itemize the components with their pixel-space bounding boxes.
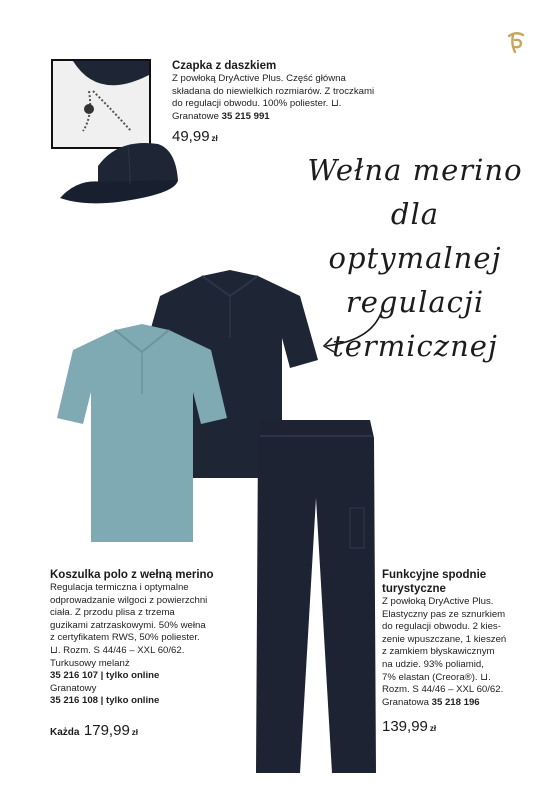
pants-color: Granatowa [382,696,429,708]
pants-price: 139,99 zł [382,718,437,735]
tchibo-logo-icon [506,30,526,54]
pants-image [250,418,380,778]
wash-icon: ⊔ [50,644,58,656]
arrow-icon [318,300,388,356]
cap-price: 49,99 zł [172,128,218,145]
polo-price: Każda 179,99 zł [50,722,139,739]
cap-description: Z powłoką DryActive Plus. Część główna składana do niewielkich rozmiarów. Z troczkami do regulacji obwodu. 100% poliester. ⊔. Granatowe 35 215 991 [172,73,375,122]
cap-color: Granatowe [172,110,219,122]
cap-image [58,136,188,216]
polo-description: Regulacja termiczna i optymalne odprowadzanie wilgoci z powierzchni ciała. Z przodu plisa z trzema guzikami zatrzaskowymi. 50% wełna z certyfikatem RWS, 50% poliester. ⊔. Rozm. S 44/46 – XXL 60/62. Turkusowy melanż 35 216 107 | tylko online Granatowy 35 216 108 | tylko online [50,582,260,708]
wash-icon: ⊔ [330,98,339,110]
polo-title: Koszulka polo z wełną merino [50,569,214,581]
cap-article: 35 215 991 [221,110,270,122]
headline: Wełna merino dla optymalnej regulacji termicznej [307,153,523,363]
polo-variant2-color: Granatowy [50,682,97,694]
polo-variant1-color: Turkusowy melanż [50,657,130,669]
pants-title: Funkcyjne spodnie turystyczne [382,569,487,595]
pants-description: Z powłoką DryActive Plus. Elastyczny pas ze sznurkiem do regulacji obwodu. 2 kies- zenie wpuszczane, 1 kieszeń z zamkiem błyskawicznym na udzie. 93% poliamid, 7% elastan (Creora®). ⊔. Rozm. S 44/46 – XXL 60/62. Granatowa 35 218 196 [382,596,507,708]
pants-article: 35 218 196 [431,696,480,708]
cap-title: Czapka z daszkiem [172,60,277,72]
wash-icon: ⊔ [480,671,489,683]
teal-polo-image [55,322,230,547]
